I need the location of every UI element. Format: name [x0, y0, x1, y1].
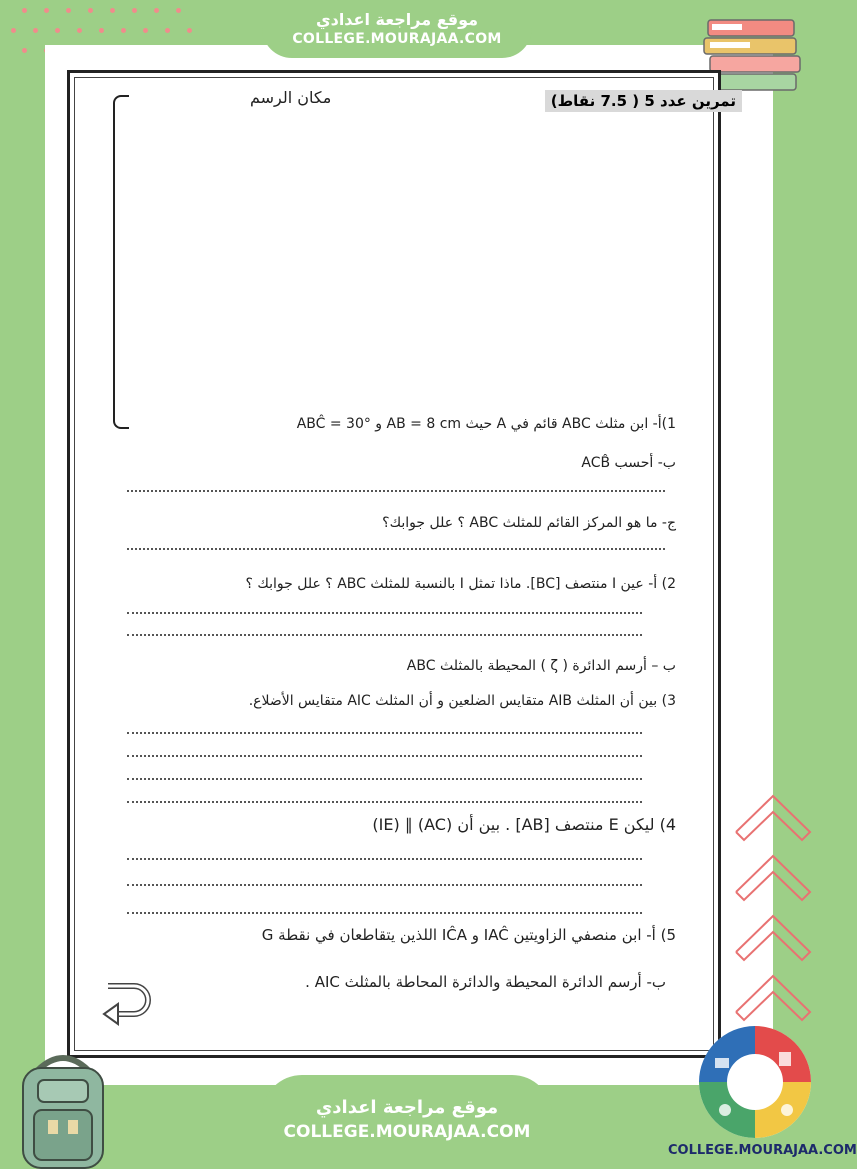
question-1b: ب- أحسب ACB̂ [581, 455, 676, 471]
chevrons-decoration [728, 790, 818, 1040]
exercise-title: تمرين عدد 5 ( 7.5 نقاط) [545, 90, 742, 112]
site-logo-icon [695, 1022, 815, 1142]
question-4: 4) ليكن E منتصف [AB] . بين أن (AC) ∥ (IE) [372, 815, 676, 834]
answer-line[interactable] [127, 490, 665, 492]
drawing-area-bracket [113, 95, 129, 429]
sheet-inner-border [74, 77, 714, 1051]
answer-line[interactable] [127, 778, 642, 780]
footer-banner [262, 1075, 552, 1169]
answer-line[interactable] [127, 755, 642, 757]
question-5a: 5) أ- ابن منصفي الزاويتين IAĈ و IĈA اللذين يتقاطعان في نقطة G [261, 926, 676, 944]
logo-caption: COLLEGE.MOURAJAA.COM [668, 1143, 857, 1158]
question-2b: ب – أرسم الدائرة ( ζ ) المحيطة بالمثلث ABC [406, 658, 676, 674]
answer-line[interactable] [127, 912, 642, 914]
answer-line[interactable] [127, 548, 665, 550]
answer-line[interactable] [127, 884, 642, 886]
question-1c: ج- ما هو المركز القائم للمثلث ABC ؟ علل جوابك؟ [382, 515, 676, 531]
answer-line[interactable] [127, 634, 642, 636]
backpack-icon [8, 1050, 118, 1169]
question-5b: ب- أرسم الدائرة المحيطة والدائرة المحاطة بالمثلث AIC . [305, 973, 666, 991]
header-site-name: موقع مراجعة اعدادي [315, 10, 479, 29]
u-turn-arrow-icon [100, 980, 152, 1036]
drawing-area-label: مكان الرسم [250, 88, 332, 107]
footer-site-url[interactable]: COLLEGE.MOURAJAA.COM [283, 1122, 531, 1142]
question-3: 3) بين أن المثلث AIB متقايس الضلعين و أن المثلث AIC متقايس الأضلاع. [248, 693, 676, 709]
answer-line[interactable] [127, 858, 642, 860]
header-banner [262, 0, 532, 58]
header-site-url[interactable]: COLLEGE.MOURAJAA.COM [292, 31, 502, 47]
footer-site-name: موقع مراجعة اعدادي [315, 1097, 499, 1118]
question-1a: 1)أ- ابن مثلث ABC قائم في A حيث AB = 8 cm و ABĈ = 30° [296, 416, 676, 432]
exam-sheet [67, 70, 721, 1058]
answer-line[interactable] [127, 801, 642, 803]
question-2a: 2) أ- عين I منتصف [BC]. ماذا تمثل I بالنسبة للمثلث ABC ؟ علل جوابك ؟ [245, 576, 676, 592]
answer-line[interactable] [127, 612, 642, 614]
answer-line[interactable] [127, 732, 642, 734]
